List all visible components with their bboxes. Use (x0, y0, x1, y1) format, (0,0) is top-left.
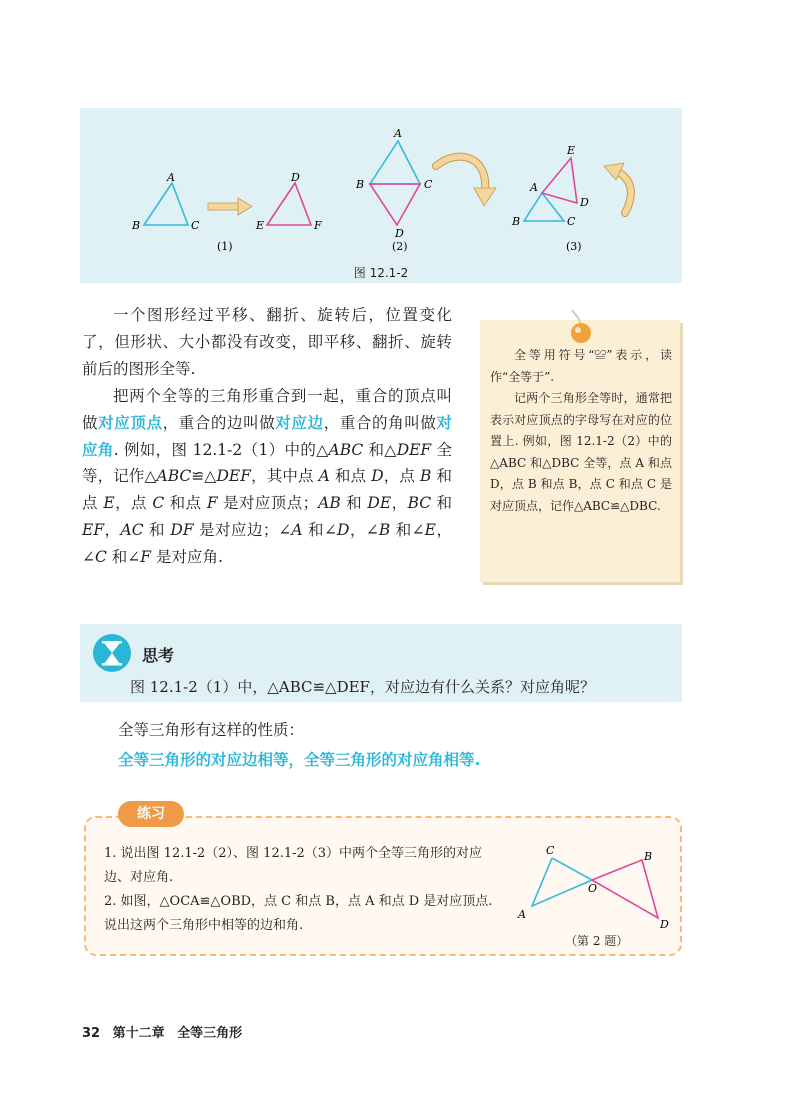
label-fig1-c: C (191, 219, 200, 232)
practice-list (104, 842, 496, 938)
figure-12-1-2 (80, 108, 682, 283)
label-fig1-a: A (167, 171, 175, 184)
label-practice-b: B (644, 850, 653, 863)
label-fig2-c: C (424, 178, 433, 191)
practice-question-1: 1. 说出图 12.1-2（2）、图 12.1-2（3）中两个全等三角形的对应边、对应角. (104, 846, 483, 885)
sub-label-2: (2) (392, 240, 408, 253)
pin-icon (568, 306, 594, 346)
fig3-triangles (511, 144, 589, 228)
rotate-arrow-2 (604, 163, 631, 213)
page-number: 32 (82, 1026, 101, 1041)
sub-label-3: (3) (566, 240, 582, 253)
label-fig1-d: D (291, 171, 300, 184)
label-fig1-e: E (256, 219, 265, 232)
label-fig3-d: D (580, 196, 589, 209)
keyword-corresponding-angle: 对应角 (82, 413, 452, 459)
fig1-triangle-def (255, 171, 322, 232)
figure-panel (80, 108, 682, 283)
property-intro: 全等三角形有这样的性质： (118, 721, 305, 739)
sub-label-1: (1) (217, 240, 233, 253)
property-statement: 全等三角形的对应边相等，全等三角形的对应角相等. (118, 751, 481, 769)
think-icon (92, 633, 132, 673)
figure-caption: 图 12.1-2 (353, 266, 409, 280)
label-practice-d: D (660, 918, 669, 931)
paragraph-1 (82, 302, 452, 382)
label-fig1-f: F (314, 219, 322, 232)
fig2-triangles (355, 127, 433, 240)
think-question: 图 12.1-2（1）中，△ABC≌△DEF，对应边有什么关系？对应角呢？ (130, 678, 595, 696)
keyword-corresponding-vertex: 对应顶点 (98, 413, 163, 432)
page-footer (82, 1022, 250, 1041)
label-practice-o: O (588, 882, 598, 895)
label-practice-c: C (546, 844, 555, 857)
label-fig3-b: B (512, 215, 521, 228)
keyword-corresponding-side: 对应边 (275, 413, 324, 432)
label-fig2-a: A (394, 127, 402, 140)
practice-question-2: 2. 如图，△OCA≌△OBD，点 C 和点 B，点 A 和点 D 是对应顶点. 说出这两个三角形中相等的边和角. (104, 894, 493, 933)
translate-arrow (208, 198, 252, 215)
label-fig1-b: B (132, 219, 141, 232)
paragraph-2 (82, 383, 452, 571)
label-fig3-c: C (567, 215, 576, 228)
practice-tab: 练习 (118, 801, 184, 827)
paragraph-2-text: 把两个全等的三角形重合到一起，重合的顶点叫做对应顶点，重合的边叫做对应边，重合的角叫做对应角. 例如，图 12.1-2（1）中的△ABC 和△DEF 全等，记作△ABC≌△DEF，其中点 A 和点 D，点 B 和点 E，点 C 和点 F 是对应顶点；AB 和 DE，BC 和 EF，AC 和 DF 是对应边；∠A 和∠D，∠B 和∠E，∠C 和∠F 是对应角. (82, 387, 452, 566)
side-note-text (490, 345, 672, 517)
rotate-arrow-1 (436, 157, 496, 206)
practice-figure-caption: （第 2 题） (565, 934, 629, 948)
fig1-triangle-abc (131, 171, 200, 232)
label-practice-a: A (518, 908, 526, 921)
label-fig3-a: A (530, 181, 538, 194)
paragraph-1-text: 一个图形经过平移、翻折、旋转后，位置变化了，但形状、大小都没有改变，即平移、翻折、旋转前后的图形全等. (82, 306, 452, 378)
chapter-label: 第十二章 (112, 1026, 165, 1041)
label-fig2-b: B (356, 178, 365, 191)
side-note-line-2: 记两个三角形全等时，通常把表示对应顶点的字母写在对应的位置上. 例如，图 12.1-2（2）中的△ABC 和△DBC 全等，点 A 和点 D，点 B 和点 B，点 C 和点 C 是对应顶点，记作△ABC≌△DBC. (490, 391, 672, 513)
label-fig2-d: D (395, 227, 404, 240)
label-fig3-e: E (567, 144, 576, 157)
chapter-title: 全等三角形 (177, 1026, 243, 1041)
think-title: 思考 (142, 646, 175, 665)
side-note-line-1: 全等用符号“≌”表示，读作“全等于”. (490, 348, 672, 384)
